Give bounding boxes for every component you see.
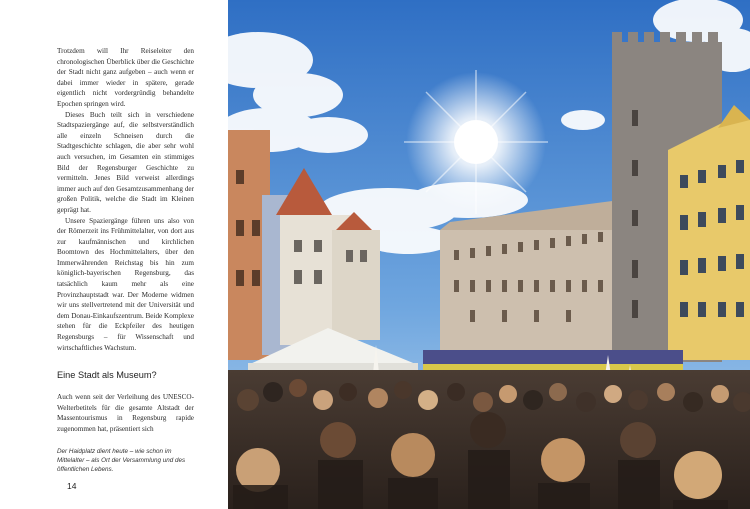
paragraph-1: Trotzdem will Ihr Reiseleiter den chronologischen Überblick über die Geschichte der Stadt nicht ganz aufgeben – auch wenn er dabei immer wieder in spätere, gerade eigentlich nicht vordergründig behandelte Epochen springen wird. xyxy=(57,47,194,108)
photo-caption: Der Haidplatz dient heute – wie schon im Mittelalter – als Ort der Versammlung und des öffentlichen Lebens. xyxy=(57,448,186,473)
crowded-square-photo xyxy=(228,0,750,509)
text-page xyxy=(0,0,228,509)
text-column xyxy=(57,46,194,435)
palace-building xyxy=(440,200,620,360)
paragraph-2: Dieses Buch teilt sich in verschiedene Stadtspaziergänge auf, die selbstverständlich alle einzeln Schneisen durch die Stadtgeschichte schlagen, die aber sehr wohl auch versuchen, im Gesamten ein stimmiges Bild der Regensburger Geschichte zu vermitteln. Jenes Bild verweist allerdings immer auch auf den Gesamtzusammenhang der großen Politik, welche die Stadt im Kleinen geprägt hat. xyxy=(57,110,194,214)
section-heading: Eine Stadt als Museum? xyxy=(57,370,157,381)
section-paragraph: Auch wenn seit der Verleihung des UNESCO-Welterbetitels für die gesamte Altstadt der Massentourismus in Regensburg rapide zugenommen hat, präsentiert sich xyxy=(57,393,194,433)
photo-illustration xyxy=(228,0,750,509)
paragraph-3: Unsere Spaziergänge führen uns also von der Römerzeit ins Frühmittelalter, von dort aus zur kaufmännischen und kirchlichen Boomtown des Hochmittelalters, über den Immerwährenden Reichstag bis hin zum königlich-bayerischen Regensburg, das tatsächlich kaum mehr als eine Provinzhauptstadt war. Der Moderne widmen wir uns stellvertretend mit der Universität und dem Donau-Einkaufszentrum. Beide Komplexe stehen für die Eckpfeiler des heutigen Regensburgs – für Wissenschaft und wirtschaftliches Wachstum. xyxy=(57,216,194,352)
awning xyxy=(423,350,683,366)
page-number: 14 xyxy=(67,481,77,491)
